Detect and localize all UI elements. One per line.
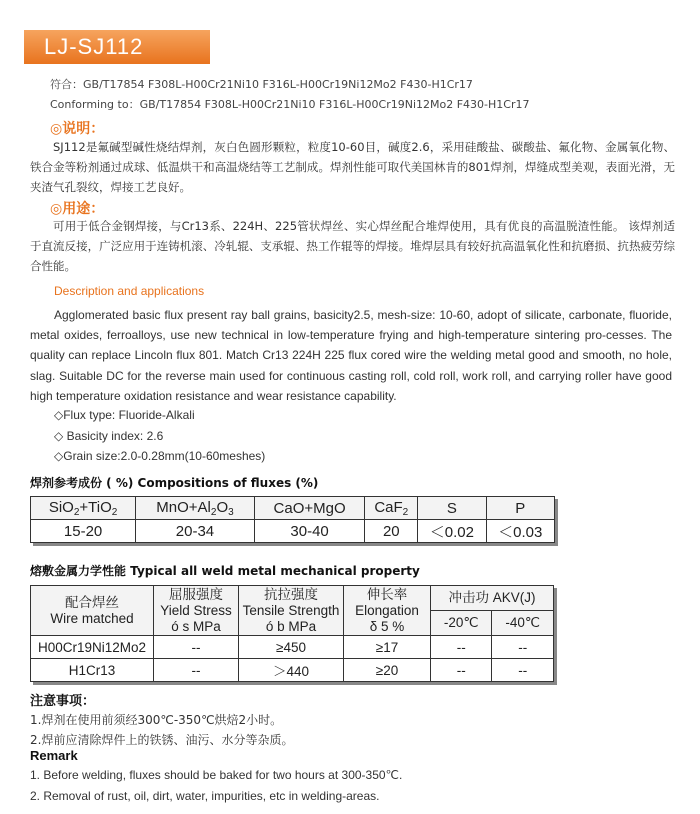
mech-header-minus20: -20℃ — [431, 611, 492, 636]
bullet-grain-size: ◇Grain size:2.0-0.28mm(10-60meshes) — [54, 449, 266, 463]
comp-value: 30-40 — [254, 520, 365, 543]
comp-header-caf2: CaF$_2$ — [365, 497, 418, 520]
bullet-flux-type: ◇Flux type: Fluoride-Alkali — [54, 408, 195, 422]
section-use-heading: ◎用途： — [50, 201, 105, 217]
comp-header-mno-al2o3: $MnO+Al_2O_3$ — [136, 497, 255, 520]
mech-header-wire-cn: 配合焊丝 — [65, 594, 119, 610]
composition-table — [30, 496, 555, 543]
mechanical-table-title: 熔敷金属力学性能 Typical all weld metal mechanical property — [30, 564, 420, 578]
comp-header-s: S — [418, 497, 486, 520]
mech-cell-m40: -- — [492, 659, 554, 682]
mech-header-tensile-unit: ó b MPa — [265, 618, 317, 634]
bullet-basicity: ◇ Basicity index: 2.6 — [54, 429, 164, 443]
mech-cell-yield: -- — [154, 659, 239, 682]
comp-value: ＜0.03 — [486, 520, 554, 543]
remark-item: 2. Removal of rust, oil, dirt, water, impurities, etc in welding-areas. — [30, 789, 380, 803]
mechanical-table — [30, 585, 554, 682]
remark-heading: Remark — [30, 748, 78, 763]
mech-header-minus40: -40℃ — [492, 611, 554, 636]
mech-cell-yield: -- — [154, 636, 239, 659]
table-row — [31, 636, 554, 659]
mech-header-yield-unit: ó s MPa — [171, 618, 221, 634]
mech-header-tensile-cn: 抗拉强度 — [264, 586, 318, 602]
comp-header-p: P — [486, 497, 554, 520]
conformity-cn: 符合：GB/T17854 F308L-H00Cr21Ni10 F316L-H00Cr19Ni12Mo2 F430-H1Cr17 — [50, 78, 473, 91]
remark-item: 1. Before welding, fluxes should be baked for two hours at 300-350℃. — [30, 768, 403, 782]
description-text: Agglomerated basic flux present ray ball grains, basicity2.5, mesh-size: 10-60, adopt of silicate, carbonate, fluoride, metal oxides, ferroalloys, use new technical in low-temperature frying and high-temperature sintering pro-cesses. The quality can replace Lincoln flux 801. Match Cr13 224H 225 flux cored wire the welding metal good and smooth, no hole, slag. Suitable DC for the reverse main used for continuous casting roll, cold roll, work roll, and carrying roller have good high temperature oxidation resistance and wear resistance capability. — [30, 308, 672, 403]
table-row — [31, 659, 554, 682]
comp-value: ＜0.02 — [418, 520, 486, 543]
composition-table-title: 焊剂参考成份 ( %) Compositions of fluxes (%) — [30, 476, 319, 490]
mech-cell-tensile: ≥450 — [239, 636, 344, 659]
mech-header-tensile-en: Tensile Strength — [242, 602, 340, 618]
mech-header-impact: 冲击功 AKV(J) — [431, 586, 554, 611]
mech-header-tensile — [239, 586, 344, 636]
description-heading: Description and applications — [54, 284, 205, 298]
use-text: 可用于低合金钢焊接，与Cr13系、224H、225管状焊丝、实心焊丝配合堆焊使用，具有优良的高温脱渣性能。 该焊剂适于直流反接，广泛应用于连铸机滚、冷轧辊、支承辊、热工作辊等的焊接。堆焊层具有较好抗高温氧化性和抗磨损、抗热疲劳综合性能。 — [30, 219, 675, 273]
mech-cell-elong: ≥20 — [344, 659, 431, 682]
comp-value: 15-20 — [31, 520, 136, 543]
product-title: LJ-SJ112 — [24, 30, 210, 64]
mech-header-wire-en: Wire matched — [50, 610, 134, 626]
mech-header-elong-unit: δ 5 % — [369, 618, 405, 634]
comp-value: 20-34 — [136, 520, 255, 543]
notes-heading: 注意事项： — [30, 694, 96, 709]
mech-header-yield-en: Yield Stress — [160, 602, 232, 618]
mech-header-elong-cn: 伸长率 — [366, 586, 408, 602]
comp-header-cao-mgo: CaO+MgO — [254, 497, 365, 520]
comp-value: 20 — [365, 520, 418, 543]
mech-cell-m40: -- — [492, 636, 554, 659]
note-item: 1.焊剂在使用前须经300℃-350℃烘焙2小时。 — [30, 713, 283, 727]
mech-header-yield — [154, 586, 239, 636]
mech-header-elong-en: Elongation — [355, 602, 419, 618]
explain-text: SJ112是氟碱型碱性烧结焊剂，灰白色圆形颗粒，粒度10-60目，碱度2.6，采用硅酸盐、碳酸盐、氟化物、金属氧化物、铁合金等粉剂通过成球、低温烘干和高温烧结等工艺制成。焊剂性能可取代美国林肯的801焊剂，焊缝成型美观，表面光滑，无夹渣气孔裂纹，焊接工艺良好。 — [30, 140, 675, 194]
comp-header-sio2-tio2: SiO$_2$+TiO$_2$ — [31, 497, 136, 520]
mech-cell-m20: -- — [431, 636, 492, 659]
mech-header-wire — [31, 586, 154, 636]
mech-cell-wire: H00Cr19Ni12Mo2 — [31, 636, 154, 659]
mech-header-yield-cn: 屈服强度 — [169, 586, 223, 602]
mech-cell-wire: H1Cr13 — [31, 659, 154, 682]
note-item: 2.焊前应清除焊件上的铁锈、油污、水分等杂质。 — [30, 733, 294, 747]
mech-header-elongation — [344, 586, 431, 636]
conformity-en: Conforming to：GB/T17854 F308L-H00Cr21Ni10 F316L-H00Cr19Ni12Mo2 F430-H1Cr17 — [50, 98, 530, 111]
mech-cell-tensile: ＞440 — [239, 659, 344, 682]
mech-cell-elong: ≥17 — [344, 636, 431, 659]
mech-cell-m20: -- — [431, 659, 492, 682]
section-explain-heading: ◎说明： — [50, 121, 105, 137]
